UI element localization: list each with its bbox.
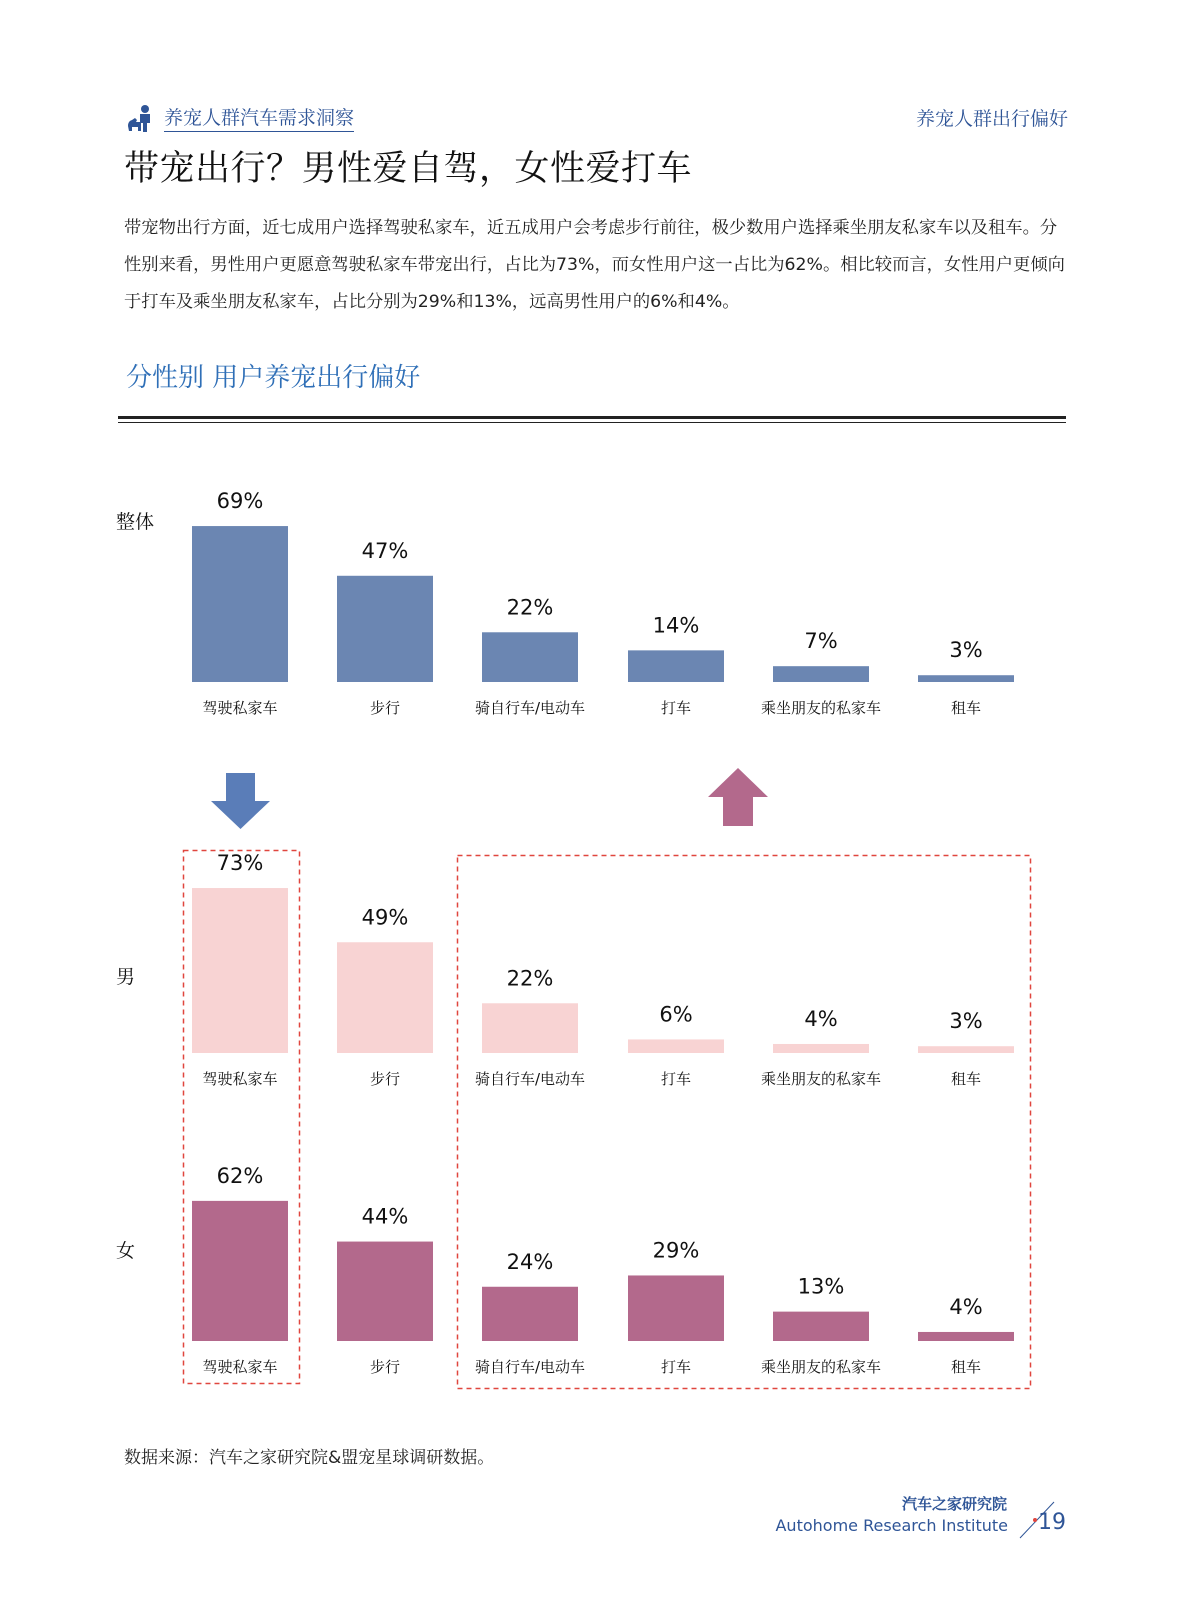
value-label-female-2: 44% — [361, 1204, 409, 1229]
data-source: 数据来源：汽车之家研究院&盟宠星球调研数据。 — [124, 1448, 495, 1468]
section-title: 分性别 用户养宠出行偏好 — [126, 363, 421, 393]
bar-male-4 — [628, 1039, 724, 1053]
brand-name-cn: 汽车之家研究院 — [901, 1495, 1007, 1513]
value-label-female-1: 62% — [216, 1163, 264, 1188]
category-label-overall-5: 乘坐朋友的私家车 — [760, 699, 882, 717]
value-label-male-6: 3% — [949, 1009, 983, 1034]
bar-overall-5 — [773, 666, 869, 682]
category-label-male-6: 租车 — [950, 1070, 982, 1088]
intro-paragraph: 带宠物出行方面，近七成用户选择驾驶私家车，近五成用户会考虑步行前往，极少数用户选择乘坐朋友私家车以及租车。分性别来看，男性用户更愿意驾驶私家车带宠出行，占比为73%，而女性用户这一占比为62%。相比较而言，女性用户更倾向于打车及乘坐朋友私家车，占比分别为29%和13%，远高男性用户的6%和4%。 — [124, 218, 1065, 312]
bar-female-1 — [192, 1201, 288, 1341]
category-label-overall-4: 打车 — [660, 699, 692, 717]
row-label-male: 男 — [116, 966, 136, 988]
value-label-male-3: 22% — [506, 966, 554, 991]
row-label-overall: 整体 — [116, 511, 155, 533]
bar-overall-4 — [628, 650, 724, 682]
header-right-title: 养宠人群出行偏好 — [915, 108, 1068, 130]
bar-female-6 — [918, 1332, 1014, 1341]
bar-overall-1 — [192, 526, 288, 682]
value-label-male-4: 6% — [659, 1002, 693, 1027]
bar-female-3 — [482, 1287, 578, 1341]
page-number: 19 — [1038, 1510, 1066, 1535]
category-label-male-1: 驾驶私家车 — [202, 1070, 278, 1088]
category-label-female-6: 租车 — [950, 1358, 982, 1376]
page-title: 带宠出行？男性爱自驾，女性爱打车 — [124, 149, 693, 189]
category-label-overall-2: 步行 — [369, 699, 401, 717]
bar-female-2 — [337, 1242, 433, 1341]
bar-male-3 — [482, 1003, 578, 1053]
bar-overall-2 — [337, 576, 433, 682]
value-label-female-6: 4% — [949, 1294, 983, 1319]
value-label-female-5: 13% — [797, 1274, 845, 1299]
category-label-female-1: 驾驶私家车 — [202, 1358, 278, 1376]
value-label-male-1: 73% — [216, 851, 264, 876]
header-left-title: 养宠人群汽车需求洞察 — [164, 106, 354, 132]
bar-overall-3 — [482, 632, 578, 682]
value-label-overall-4: 14% — [652, 613, 700, 638]
value-label-overall-6: 3% — [949, 638, 983, 663]
category-label-overall-3: 骑自行车/电动车 — [474, 699, 586, 717]
value-label-female-4: 29% — [652, 1238, 700, 1263]
category-label-female-5: 乘坐朋友的私家车 — [760, 1358, 882, 1376]
bar-overall-6 — [918, 675, 1014, 682]
category-label-female-4: 打车 — [660, 1358, 692, 1376]
value-label-male-5: 4% — [804, 1006, 838, 1031]
category-label-male-3: 骑自行车/电动车 — [474, 1070, 586, 1088]
bar-male-6 — [918, 1046, 1014, 1053]
value-label-male-2: 49% — [361, 905, 409, 930]
arrow-down-icon — [211, 773, 270, 829]
bar-male-1 — [192, 888, 288, 1053]
arrow-up-icon — [708, 768, 768, 826]
category-label-female-3: 骑自行车/电动车 — [474, 1358, 586, 1376]
bar-female-5 — [773, 1312, 869, 1341]
value-label-female-3: 24% — [506, 1249, 554, 1274]
category-label-overall-1: 驾驶私家车 — [202, 699, 278, 717]
value-label-overall-3: 22% — [506, 595, 554, 620]
category-label-female-2: 步行 — [369, 1358, 401, 1376]
bar-male-5 — [773, 1044, 869, 1053]
category-label-male-4: 打车 — [660, 1070, 692, 1088]
brand-name-en: Autohome Research Institute — [775, 1516, 1008, 1535]
category-label-male-5: 乘坐朋友的私家车 — [760, 1070, 882, 1088]
category-label-overall-6: 租车 — [950, 699, 982, 717]
row-label-female: 女 — [116, 1240, 136, 1262]
bar-female-4 — [628, 1275, 724, 1341]
value-label-overall-5: 7% — [804, 629, 838, 654]
value-label-overall-1: 69% — [216, 489, 264, 514]
category-label-male-2: 步行 — [369, 1070, 401, 1088]
value-label-overall-2: 47% — [361, 538, 409, 563]
bar-male-2 — [337, 942, 433, 1053]
